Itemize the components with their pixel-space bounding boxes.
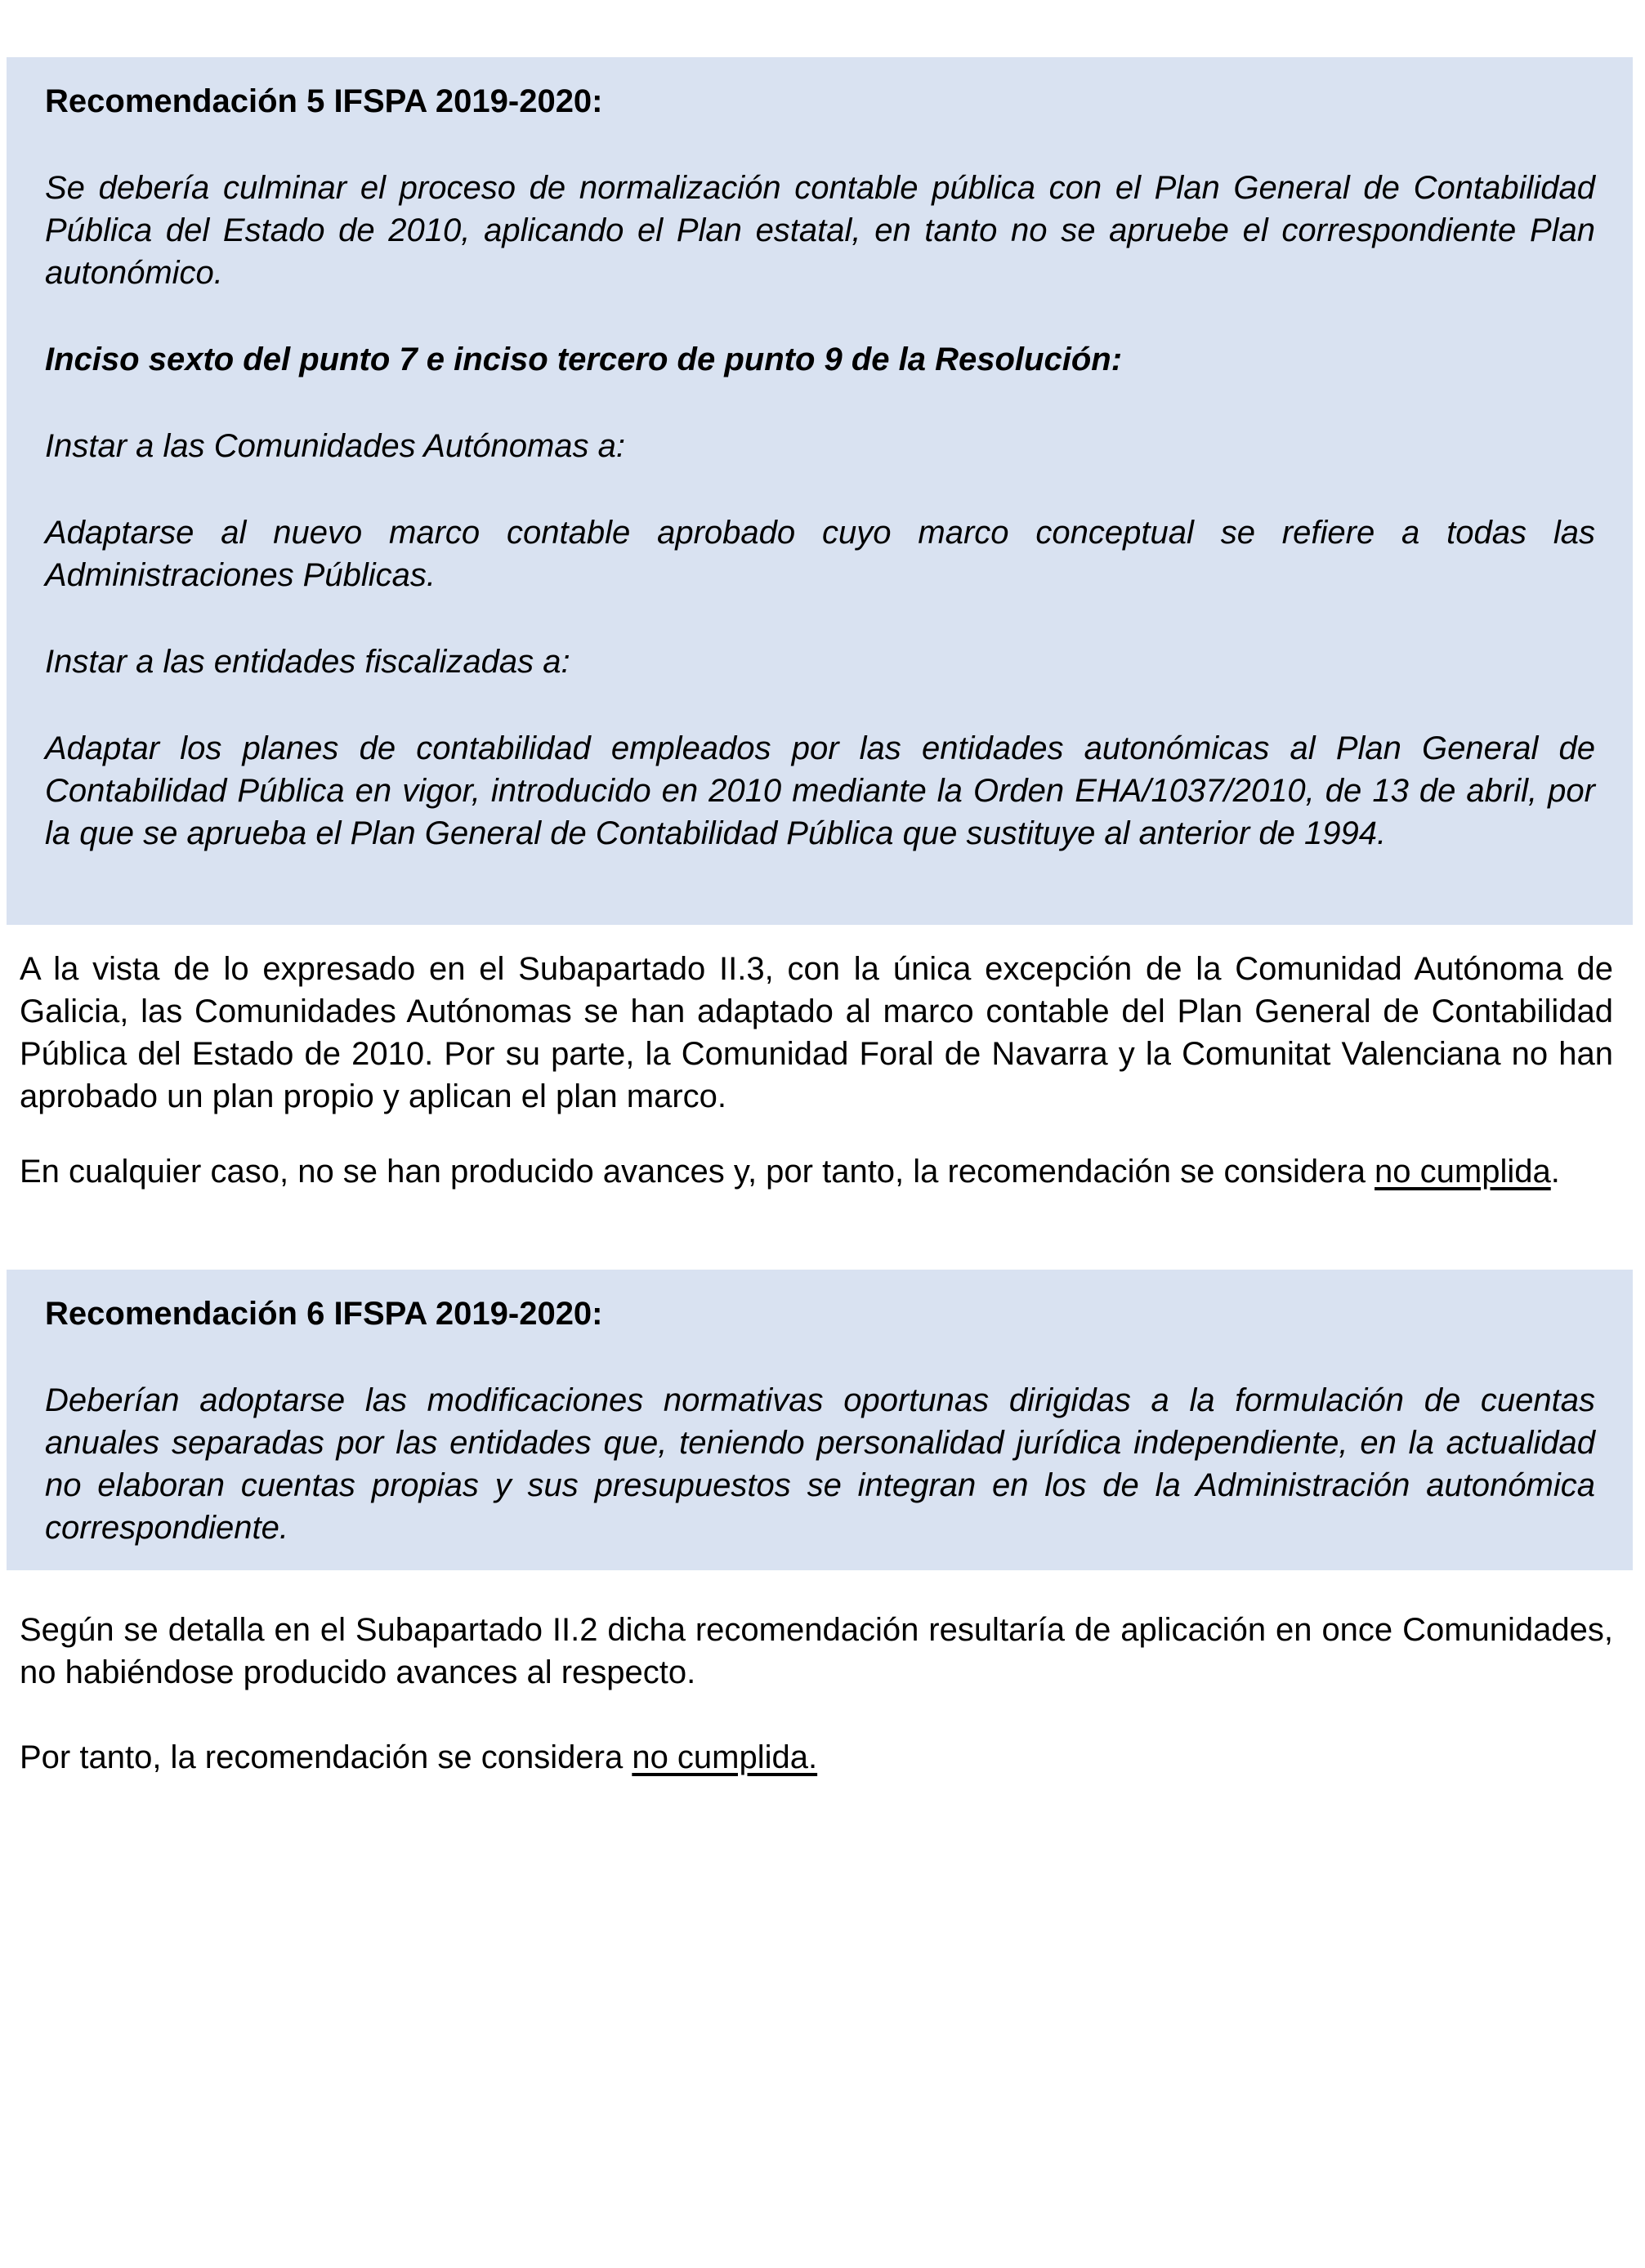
assessment-5-paragraph-2 <box>20 1150 1613 1193</box>
recommendation-5-text: Se debería culminar el proceso de normalización contable pública con el Plan General de Contabilidad Pública del Estado de 2010, aplicando el Plan estatal, en tanto no se apruebe el correspondiente Plan autonómico. <box>45 170 1595 291</box>
instar-entidades-text: Instar a las entidades fiscalizadas a: <box>45 644 570 680</box>
instar-ccaa-text: Instar a las Comunidades Autónomas a: <box>45 428 626 464</box>
assessment-6-paragraph-1: Según se detalla en el Subapartado II.2 dicha recomendación resultaría de aplicación en once Comunidades, no habiéndose producido avances al respecto. <box>20 1612 1613 1690</box>
adaptarse-text: Adaptarse al nuevo marco contable aprobado cuyo marco conceptual se refiere a todas las Administraciones Públicas. <box>45 515 1595 593</box>
assessment-6-paragraph-2 <box>20 1736 1613 1779</box>
assessment-5-period: . <box>1550 1154 1560 1190</box>
recommendation-6-text: Deberían adoptarse las modificaciones normativas oportunas dirigidas a la formulación de cuentas anuales separadas por las entidades que, teniendo personalidad jurídica independiente, en la actualidad no elaboran cuentas propias y sus presupuestos se integran en los de la Administración autonómica correspondiente. <box>45 1382 1595 1546</box>
status-not-fulfilled-6: no cumplida. <box>632 1739 818 1775</box>
assessment-6-lead: Por tanto, la recomendación se considera <box>20 1739 633 1775</box>
recommendation-5-heading: Recomendación 5 IFSPA 2019-2020: <box>45 83 603 119</box>
recommendation-6-box <box>7 1270 1633 1570</box>
resolution-heading: Inciso sexto del punto 7 e inciso tercero de punto 9 de la Resolución: <box>45 342 1123 377</box>
adaptar-planes-text: Adaptar los planes de contabilidad empleados por las entidades autonómicas al Plan General de Contabilidad Pública en vigor, introducido en 2010 mediante la Orden EHA/1037/2010, de 13 de abril, por la que se aprueba el Plan General de Contabilidad Pública que sustituye al anterior de 1994. <box>45 730 1595 851</box>
recommendation-5-box <box>7 57 1633 925</box>
status-not-fulfilled-5: no cumplida <box>1375 1154 1551 1190</box>
assessment-5-paragraph-1: A la vista de lo expresado en el Subapartado II.3, con la única excepción de la Comunidad Autónoma de Galicia, las Comunidades Autónomas se han adaptado al marco contable del Plan General de Contabilidad Pública del Estado de 2010. Por su parte, la Comunidad Foral de Navarra y la Comunitat Valenciana no han aprobado un plan propio y aplican el plan marco. <box>20 951 1613 1114</box>
recommendation-6-heading: Recomendación 6 IFSPA 2019-2020: <box>45 1296 603 1332</box>
assessment-5-lead: En cualquier caso, no se han producido avances y, por tanto, la recomendación se considera <box>20 1154 1375 1190</box>
